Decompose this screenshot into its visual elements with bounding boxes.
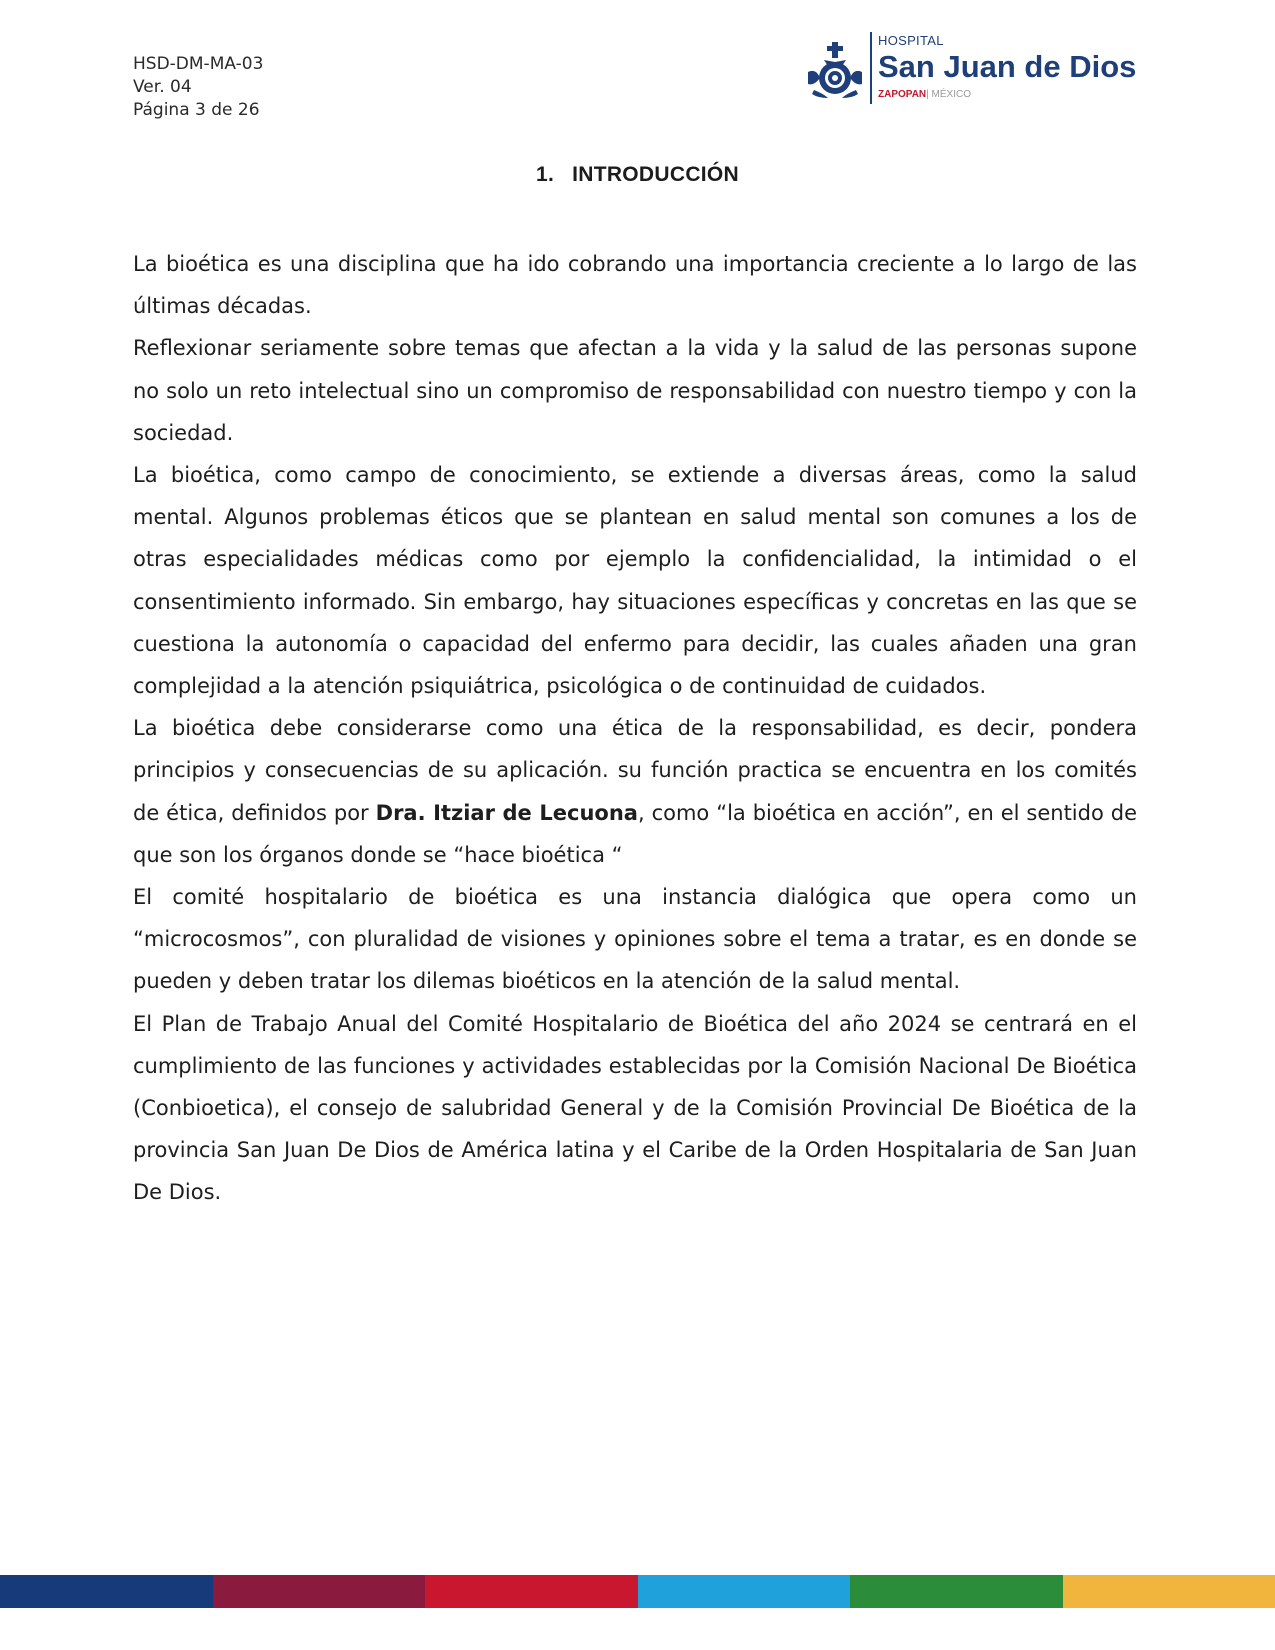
paragraph: El comité hospitalario de bioética es una instancia dialógica que opera como un “microcosmos”, con pluralidad de visiones y opiniones sobre el tema a tratar, es en donde se pueden y deben tratar los dilemas bioéticos en la atención de la salud mental. bbox=[133, 885, 1137, 994]
footer-color-bar bbox=[0, 1575, 1275, 1608]
footer-bar-segment bbox=[638, 1575, 851, 1608]
logo-hospital-name: San Juan de Dios bbox=[878, 49, 1137, 84]
paragraph: La bioética, como campo de conocimiento, se extiende a diversas áreas, como la salud mental. Algunos problemas éticos que se plantean en salud mental son comunes a los de otras especialidades médicas como por ejemplo la confidencialidad, la intimidad o el consentimiento informado. Sin embargo, hay situaciones específicas y concretas en las que se cuestiona la autonomía o capacidad del enfermo para decidir, las cuales añaden una gran complejidad a la atención psiquiátrica, psicológica o de continuidad de cuidados. bbox=[133, 463, 1137, 699]
hospital-logo bbox=[806, 30, 1137, 108]
paragraph: Reflexionar seriamente sobre temas que afectan a la vida y la salud de las personas supone no solo un reto intelectual sino un compromiso de responsabilidad con nuestro tiempo y con la sociedad. bbox=[133, 336, 1137, 445]
footer-bar-segment bbox=[213, 1575, 426, 1608]
logo-location-city: ZAPOPAN bbox=[878, 89, 927, 100]
author-name: Dra. Itziar de Lecuona bbox=[375, 800, 638, 825]
section-heading bbox=[0, 163, 1275, 187]
section-title: INTRODUCCIÓN bbox=[572, 163, 740, 186]
section-number: 1. bbox=[535, 163, 555, 186]
paragraph: La bioética es una disciplina que ha ido cobrando una importancia creciente a lo largo de las últimas décadas. bbox=[133, 252, 1137, 319]
footer-bar-segment bbox=[1063, 1575, 1275, 1608]
logo-divider bbox=[870, 32, 872, 104]
paragraph: El Plan de Trabajo Anual del Comité Hospitalario de Bioética del año 2024 se centrará en el cumplimiento de las funciones y actividades establecidas por la Comisión Nacional De Bioética (Conbioetica), el consejo de salubridad General y de la Comisión Provincial De Bioética de la provincia San Juan De Dios de América latina y el Caribe de la Orden Hospitalaria de San Juan De Dios. bbox=[133, 1011, 1137, 1205]
logo-location-country: | MÉXICO bbox=[926, 89, 971, 100]
document-code: HSD-DM-MA-03 bbox=[133, 54, 264, 74]
logo-text bbox=[878, 30, 1136, 103]
introduction-body bbox=[133, 243, 1137, 1214]
page-number: Página 3 de 26 bbox=[133, 100, 260, 120]
footer-bar-segment bbox=[850, 1575, 1063, 1608]
document-version: Ver. 04 bbox=[133, 77, 192, 97]
footer-bar-segment bbox=[425, 1575, 638, 1608]
logo-hospital-label: HOSPITAL bbox=[878, 33, 944, 48]
hospital-emblem-icon bbox=[806, 42, 864, 100]
paragraph-text: , como “la bioética en acción”, en el sentido de que son los órganos donde se “hace bioética “ bbox=[133, 800, 1137, 867]
footer-bar-segment bbox=[0, 1575, 213, 1608]
logo-location bbox=[878, 87, 1136, 103]
paragraph-text: La bioética debe considerarse como una ética de la responsabilidad, es decir, pondera principios y consecuencias de su aplicación. su función practica se encuentra en los comités de ética, definidos por bbox=[133, 716, 1137, 825]
document-metadata bbox=[133, 53, 263, 122]
paragraph bbox=[133, 707, 1137, 876]
